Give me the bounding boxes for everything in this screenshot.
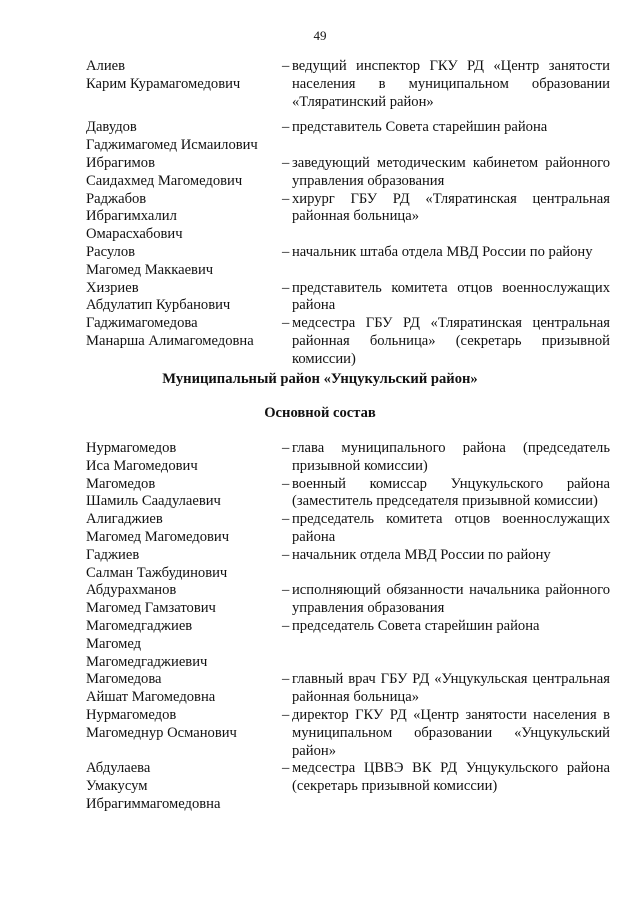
member-name xyxy=(86,58,282,111)
member-position: – представитель Совета старейшин района xyxy=(282,119,610,155)
member-name-line: Гаджимагомедова xyxy=(86,315,198,332)
member-name xyxy=(86,191,282,244)
member-name-line: Алигаджиев xyxy=(86,511,163,528)
member-name xyxy=(86,618,282,671)
member-position: – медсестра ГБУ РД «Тляратинская центральная районная больница» (секретарь призывной комиссии) xyxy=(282,315,610,368)
member-name-line: Саидахмед Магомедович xyxy=(86,172,243,189)
member-name-line: Давудов xyxy=(86,119,137,136)
member-position: – председатель Совета старейшин района xyxy=(282,618,610,671)
member-entry xyxy=(0,707,640,760)
member-position: – директор ГКУ РД «Центр занятости населения в муниципальном образовании «Унцукульский район» xyxy=(282,707,610,760)
member-name-line: Абдурахманов xyxy=(86,582,177,599)
member-name-line: Магомед Гамзатович xyxy=(86,600,216,617)
member-position: – исполняющий обязанности начальника районного управления образования xyxy=(282,582,610,618)
member-name-line: Гаджиев xyxy=(86,546,140,563)
member-position: – председатель комитета отцов военнослужащих района xyxy=(282,511,610,547)
member-name-line: Салман Тажбудинович xyxy=(86,564,228,581)
member-name-line: Расулов xyxy=(86,243,136,260)
member-name-line: Раджабов xyxy=(86,190,147,207)
member-position: – хирург ГБУ РД «Тляратинская центральная районная больница» xyxy=(282,191,610,244)
member-name-line: Хизриев xyxy=(86,279,139,296)
member-entry xyxy=(0,476,640,512)
member-name-line: Алиев xyxy=(86,58,125,74)
member-name-line: Магомед xyxy=(86,635,142,652)
member-name xyxy=(86,476,282,512)
member-name-line: Магомедгаджиев xyxy=(86,617,193,634)
member-position: – представитель комитета отцов военнослужащих района xyxy=(282,280,610,316)
member-name-line: Манарша Алимагомедовна xyxy=(86,332,254,349)
district-heading: Муниципальный район «Унцукульский район» xyxy=(162,371,478,387)
member-name xyxy=(86,707,282,760)
member-name xyxy=(86,582,282,618)
member-entry xyxy=(0,440,640,476)
member-name-line: Иса Магомедович xyxy=(86,457,198,474)
member-entry xyxy=(0,760,640,813)
member-name-line: Абдулатип Курбанович xyxy=(86,297,231,314)
commission-members-list-top xyxy=(0,58,640,369)
member-name-line: Гаджимагомед Исмаилович xyxy=(86,137,258,154)
commission-members-list-main xyxy=(0,440,640,814)
member-entry xyxy=(0,582,640,618)
member-entry xyxy=(0,511,640,547)
member-entry xyxy=(0,119,640,155)
member-position: – главный врач ГБУ РД «Унцукульская центральная районная больница» xyxy=(282,671,610,707)
member-name xyxy=(86,119,282,155)
member-entry xyxy=(0,315,640,368)
member-name-line: Магомедгаджиевич xyxy=(86,653,208,670)
member-name-line: Шамиль Саадулаевич xyxy=(86,493,221,510)
member-entry xyxy=(0,58,640,111)
member-name xyxy=(86,440,282,476)
member-name-line: Омарасхабович xyxy=(86,226,183,243)
member-position: – начальник штаба отдела МВД России по району xyxy=(282,244,610,280)
member-name xyxy=(86,155,282,191)
member-name-line: Ибрагимхалил xyxy=(86,208,177,225)
member-name xyxy=(86,244,282,280)
member-position: – медсестра ЦВВЭ ВК РД Унцукульского района (секретарь призывной комиссии) xyxy=(282,760,610,813)
member-entry xyxy=(0,191,640,244)
member-name xyxy=(86,760,282,813)
member-entry xyxy=(0,547,640,583)
member-entry xyxy=(0,155,640,191)
composition-heading: Основной состав xyxy=(264,405,376,421)
member-entry xyxy=(0,244,640,280)
member-name-line: Магомедова xyxy=(86,671,162,688)
member-entry xyxy=(0,280,640,316)
member-name-line: Нурмагомедов xyxy=(86,440,177,456)
member-name-line: Нурмагомедов xyxy=(86,706,177,723)
member-position: – военный комиссар Унцукульского района (заместитель председателя призывной комиссии) xyxy=(282,476,610,512)
member-entry xyxy=(0,618,640,671)
member-name xyxy=(86,671,282,707)
member-name-line: Ибрагимов xyxy=(86,154,155,171)
member-name xyxy=(86,511,282,547)
member-name-line: Умакусум xyxy=(86,778,148,795)
member-name-line: Магомеднур Османович xyxy=(86,724,237,741)
member-name-line: Магомедов xyxy=(86,475,156,492)
member-name-line: Магомед Маккаевич xyxy=(86,261,214,278)
page-number: 49 xyxy=(313,28,327,43)
member-position: – ведущий инспектор ГКУ РД «Центр занятости населения в муниципальном образовании «Тляратинский район» xyxy=(282,58,610,111)
member-entry xyxy=(0,671,640,707)
member-name xyxy=(86,547,282,583)
member-position: – заведующий методическим кабинетом районного управления образования xyxy=(282,155,610,191)
member-position: – глава муниципального района (председатель призывной комиссии) xyxy=(282,440,610,476)
member-name-line: Ибрагиммагомедовна xyxy=(86,795,221,812)
member-name xyxy=(86,315,282,368)
member-name-line: Айшат Магомедовна xyxy=(86,689,216,706)
member-name xyxy=(86,280,282,316)
member-name-line: Магомед Магомедович xyxy=(86,528,230,545)
member-position: – начальник отдела МВД России по району xyxy=(282,547,610,583)
member-name-line: Карим Курамагомедович xyxy=(86,75,241,92)
member-name-line: Абдулаева xyxy=(86,760,151,777)
